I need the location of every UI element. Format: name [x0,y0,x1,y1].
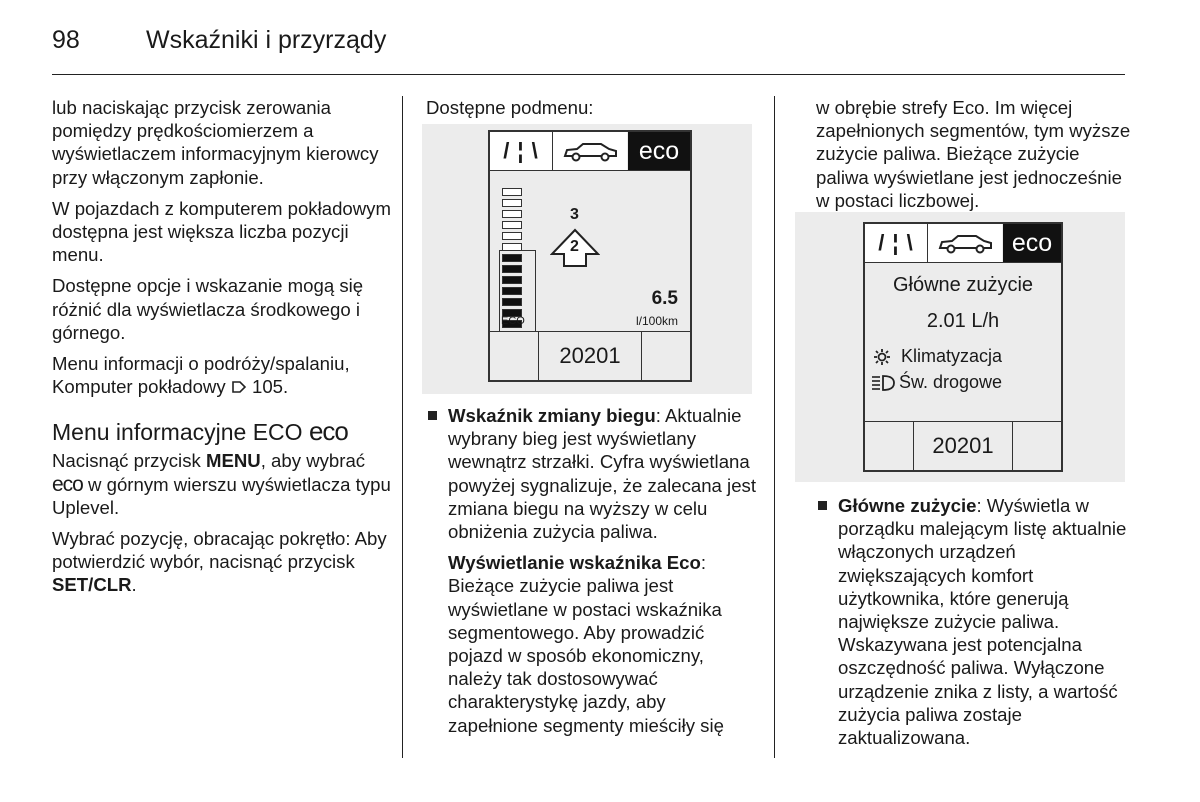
display-tab-bar [490,132,690,170]
consumer-item [871,372,1002,393]
consumer-label: Św. drogowe [899,372,1003,392]
paragraph-text: Menu informacji o podróży/spalaniu, Komputer pokładowy [52,353,350,398]
car-tab [552,132,627,170]
column-3-text [816,494,1136,757]
eco-tab: eco [1003,224,1061,262]
odometer: 20201 [559,343,621,368]
paragraph: lub naciskając przycisk zerowania pomiędzy prędkościomierzem a wyświetlaczem informacyjnym kierowcy przy włączonym zapłonie. [52,97,379,188]
eco-segment [502,199,522,207]
eco-symbol: eco [308,416,348,447]
divider [490,170,690,171]
section-heading-text: Menu informacyjne ECO [52,419,303,446]
sub-text: : Bieżące zużycie paliwa jest wyświetlane w postaci wskaźnika segmentowego. Aby prowadzić pojazd w sposób ekonomiczny, należy tak dostosowywać charakterystykę jazdy, aby zapełnione segmenty mieściły się [448,552,724,736]
paragraph [52,527,392,597]
paragraph: Dostępne podmenu: [426,97,594,118]
bottom-cell-left [490,332,539,380]
bottom-cell-right [641,332,690,380]
bottom-cell-right [1012,422,1061,470]
bullet-text: : Wyświetla w porządku malejącym listę aktualnie włączonych urządzeń zwiększających komfort użytkownika, które generują największe zużycie paliwa. Wskazywana jest potencjalna oszczędność paliwa. Wyłączone urządzenie znika z listy, a wartość zużycia paliwa zostaje zaktualizowana. [838,495,1127,749]
bullet-marker [818,501,827,510]
column-1 [52,96,392,605]
sub-paragraph [426,551,756,737]
column-2-text [426,404,756,745]
eco-zone-label: ECO [501,315,525,327]
column-2 [426,96,756,119]
paragraph-text: . [131,574,137,596]
current-gear: 2 [570,238,579,255]
consumption-value: 6.5 [651,288,678,309]
consumption-unit: l/100km [635,314,678,328]
page-reference: 105. [251,376,289,398]
column-3 [816,96,1136,212]
car-icon [936,231,994,255]
paragraph-text: , aby wybrać [260,450,366,472]
bullet-item [426,404,756,543]
paragraph-text: Nacisnąć przycisk [52,450,201,472]
menu-key-label: MENU [205,450,261,472]
bullet-text: : Aktualnie wybrany bieg jest wyświetlany wewnątrz strzałki. Cyfra wyświetlana powyżej sygnalizuje, że zalecana jest zmiana biegu na wyższy w celu obniżenia zużycia paliwa. [448,405,756,543]
bullet-marker [428,411,437,420]
eco-tab: eco [628,132,690,170]
eco-display-consumers [863,222,1063,472]
high-beam-icon [871,375,895,391]
eco-symbol: eco [52,472,83,496]
paragraph [52,352,392,398]
divider [865,262,1061,263]
display-bottom-row [865,421,1061,470]
eco-segment [502,210,522,218]
column-divider [402,96,403,758]
eco-segment [502,221,522,229]
header-rule [52,74,1125,75]
road-tab-icon: / ¦ \ [865,224,927,262]
odometer: 20201 [932,433,994,458]
display-bottom-row [490,331,690,380]
paragraph-text: w górnym wierszu wyświetlacza typu Uplevel. [52,473,391,518]
consumption-title: Główne zużycie [892,274,1034,296]
consumption-rate: 2.01 L/h [926,310,1000,332]
car-tab [927,224,1002,262]
bullet-title: Wskaźnik zmiany biegu [448,405,656,426]
paragraph: W pojazdach z komputerem pokładowym dostępna jest większa liczba pozycji menu. [52,197,391,266]
display-tab-bar [865,224,1061,262]
paragraph: w obrębie strefy Eco. Im więcej zapełnionych segmentów, tym wyższe zużycie paliwa. Bieżące zużycie paliwa wyświetlane jest jednocześnie w postaci liczbowej. [816,97,1131,211]
recommended-gear: 3 [570,206,579,223]
bottom-cell-left [865,422,914,470]
road-tab-icon: / ¦ \ [490,132,552,170]
consumer-item [873,346,1002,367]
climate-fan-icon [873,348,891,366]
paragraph [52,449,392,519]
sub-title: Wyświetlanie wskaźnika Eco [448,552,701,574]
section-heading [52,418,392,445]
paragraph-text: Wybrać pozycję, obracając pokrętło: Aby potwierdzić wybór, nacisnąć przycisk [52,528,387,573]
eco-segment [502,188,522,196]
consumer-label: Klimatyzacja [901,346,1003,366]
set-clr-key-label: SET/CLR [52,574,132,596]
bullet-item [816,494,1136,749]
arrow-reference-icon [231,380,247,394]
page-title: Wskaźniki i przyrządy [146,26,387,54]
eco-segment [502,232,522,240]
car-icon [561,139,619,163]
page-number: 98 [52,26,80,54]
column-divider [774,96,775,758]
bullet-title: Główne zużycie [838,495,977,516]
eco-display-gear [488,130,692,382]
paragraph: Dostępne opcje i wskazanie mogą się różnić dla wyświetlacza środkowego i górnego. [52,275,364,343]
